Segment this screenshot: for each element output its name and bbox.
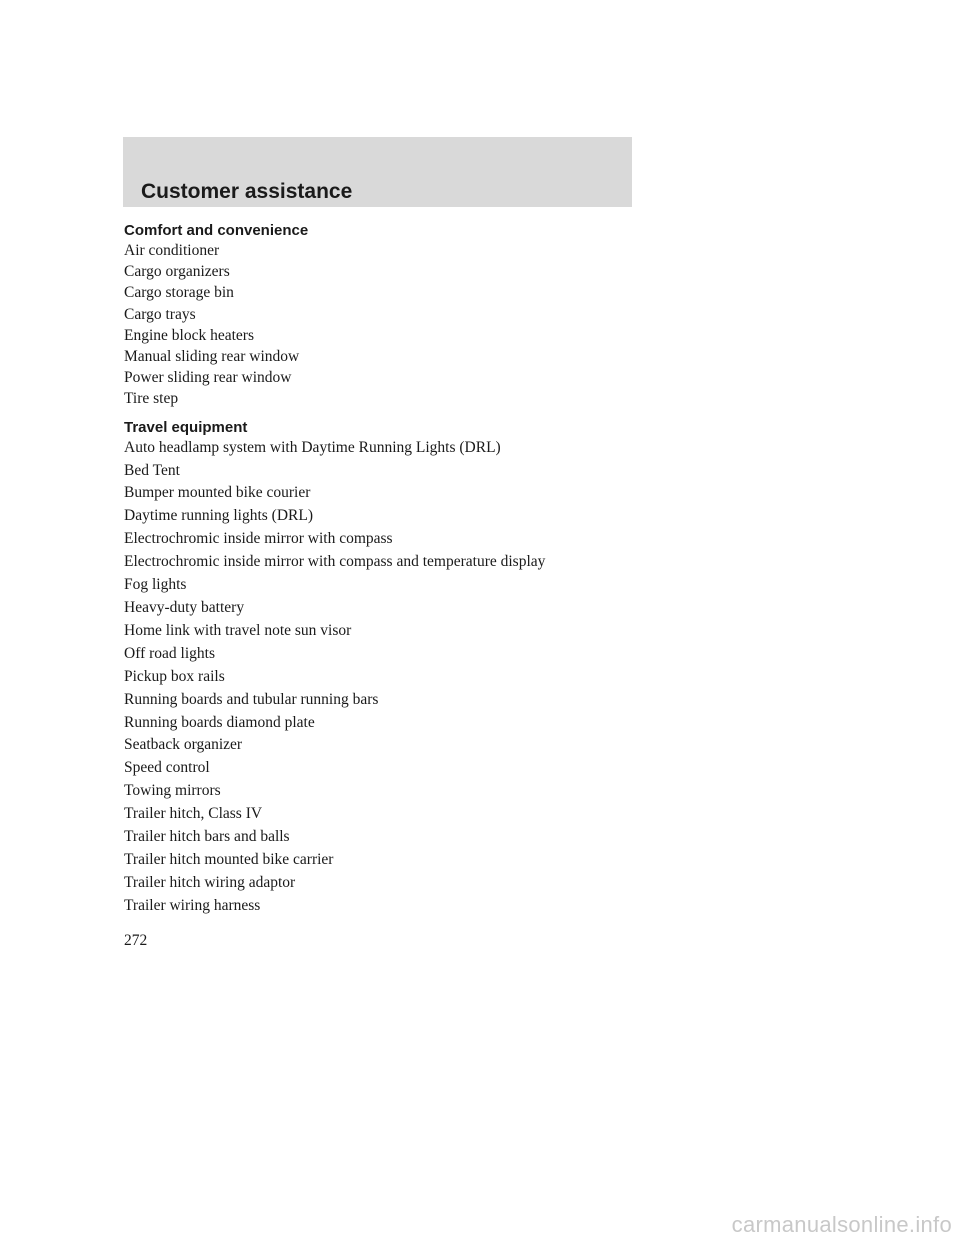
- page-title: Customer assistance: [141, 180, 353, 203]
- list-item: Cargo trays: [124, 305, 196, 323]
- list-item: Bed Tent: [124, 461, 180, 479]
- section-heading: Travel equipment: [124, 418, 248, 436]
- list-item: Seatback organizer: [124, 736, 243, 754]
- list-item: Daytime running lights (DRL): [124, 507, 313, 525]
- travel-item-list: [124, 437, 684, 918]
- list-item: Pickup box rails: [124, 667, 225, 685]
- list-item: Towing mirrors: [124, 782, 221, 800]
- section-travel-equipment: [124, 419, 684, 918]
- list-item: Running boards and tubular running bars: [124, 690, 379, 708]
- list-item: Off road lights: [124, 644, 215, 662]
- list-item: Electrochromic inside mirror with compass: [124, 530, 393, 548]
- list-item: Electrochromic inside mirror with compass and temperature display: [124, 553, 546, 571]
- list-item: Heavy-duty battery: [124, 598, 245, 616]
- list-item: Cargo organizers: [124, 263, 230, 281]
- list-item: Auto headlamp system with Daytime Running Lights (DRL): [124, 438, 501, 456]
- accessory-list-content: [124, 222, 684, 918]
- list-item: Manual sliding rear window: [124, 348, 300, 366]
- watermark: carmanualsonline.info: [731, 1212, 952, 1237]
- list-item: Power sliding rear window: [124, 369, 292, 387]
- section-comfort-and-convenience: [124, 222, 684, 410]
- section-heading: Comfort and convenience: [124, 222, 309, 239]
- comfort-item-list: [124, 240, 684, 410]
- list-item: Fog lights: [124, 576, 187, 594]
- list-item: Bumper mounted bike courier: [124, 484, 311, 502]
- list-item: Cargo storage bin: [124, 284, 234, 302]
- list-item: Engine block heaters: [124, 326, 254, 344]
- page-number: 272: [124, 932, 148, 949]
- list-item: Trailer hitch, Class IV: [124, 805, 263, 823]
- list-item: Home link with travel note sun visor: [124, 621, 352, 639]
- list-item: Tire step: [124, 390, 179, 408]
- list-item: Trailer hitch wiring adaptor: [124, 873, 296, 891]
- list-item: Speed control: [124, 759, 210, 777]
- list-item: Running boards diamond plate: [124, 713, 315, 731]
- list-item: Air conditioner: [124, 242, 220, 259]
- list-item: Trailer hitch bars and balls: [124, 828, 290, 846]
- section-header-band: [123, 137, 632, 207]
- list-item: Trailer wiring harness: [124, 896, 261, 914]
- list-item: Trailer hitch mounted bike carrier: [124, 850, 334, 868]
